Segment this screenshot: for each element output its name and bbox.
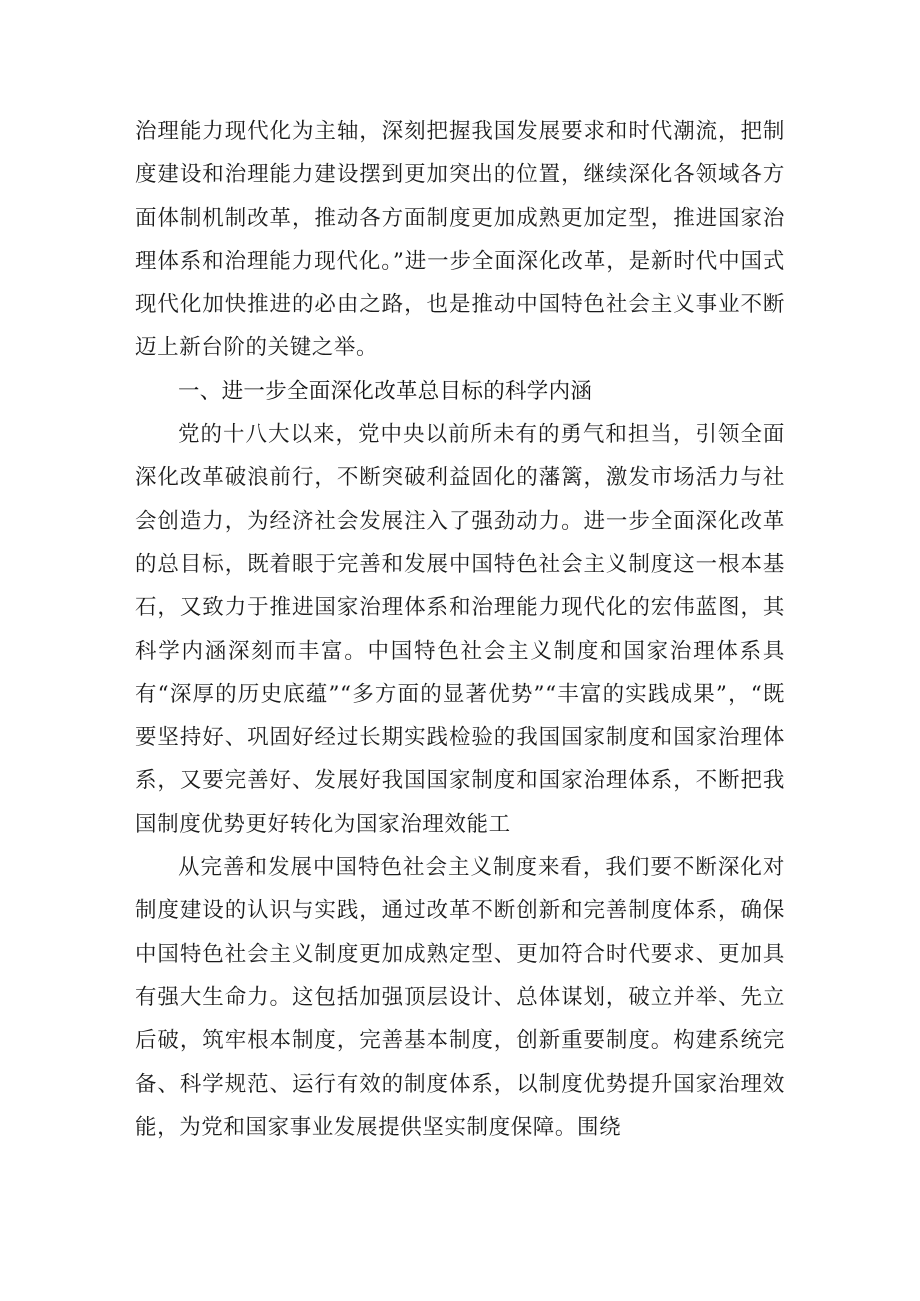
paragraph-reform-background: 党的十八大以来，党中央以前所未有的勇气和担当，引领全面深化改革破浪前行，不断突破利益固化的藩篱，激发市场活力与社会创造力，为经济社会发展注入了强劲动力。进一步全面深化改革的总目标，既着眼于完善和发展中国特色社会主义制度这一根本基石，又致力于推进国家治理体系和治理能力现代化的宏伟蓝图，其科学内涵深刻而丰富。中国特色社会主义制度和国家治理体系具有“深厚的历史底蕴”“多方面的显著优势”“丰富的实践成果”，“既要坚持好、巩固好经过长期实践检验的我国国家制度和国家治理体系，又要完善好、发展好我国国家制度和国家治理体系，不断把我国制度优势更好转化为国家治理效能工 <box>135 422 785 837</box>
paragraph-continued: 治理能力现代化为主轴，深刻把握我国发展要求和时代潮流，把制度建设和治理能力建设摆到更加突出的位置，继续深化各领域各方面体制机制改革，推动各方面制度更加成熟更加定型，推进国家治理体系和治理能力现代化。”进一步全面深化改革，是新时代中国式现代化加快推进的必由之路，也是推动中国特色社会主义事业不断迈上新台阶的关键之举。 <box>135 119 785 361</box>
section-heading: 一、进一步全面深化改革总目标的科学内涵 <box>178 378 593 404</box>
paragraph-system-improvement: 从完善和发展中国特色社会主义制度来看，我们要不断深化对制度建设的认识与实践，通过改革不断创新和完善制度体系，确保中国特色社会主义制度更加成熟定型、更加符合时代要求、更加具有强大生命力。这包括加强顶层设计、总体谋划，破立并举、先立后破，筑牢根本制度，完善基本制度，创新重要制度。构建系统完备、科学规范、运行有效的制度体系，以制度优势提升国家治理效能，为党和国家事业发展提供坚实制度保障。围绕 <box>135 855 785 1140</box>
document-body <box>135 110 785 1149</box>
